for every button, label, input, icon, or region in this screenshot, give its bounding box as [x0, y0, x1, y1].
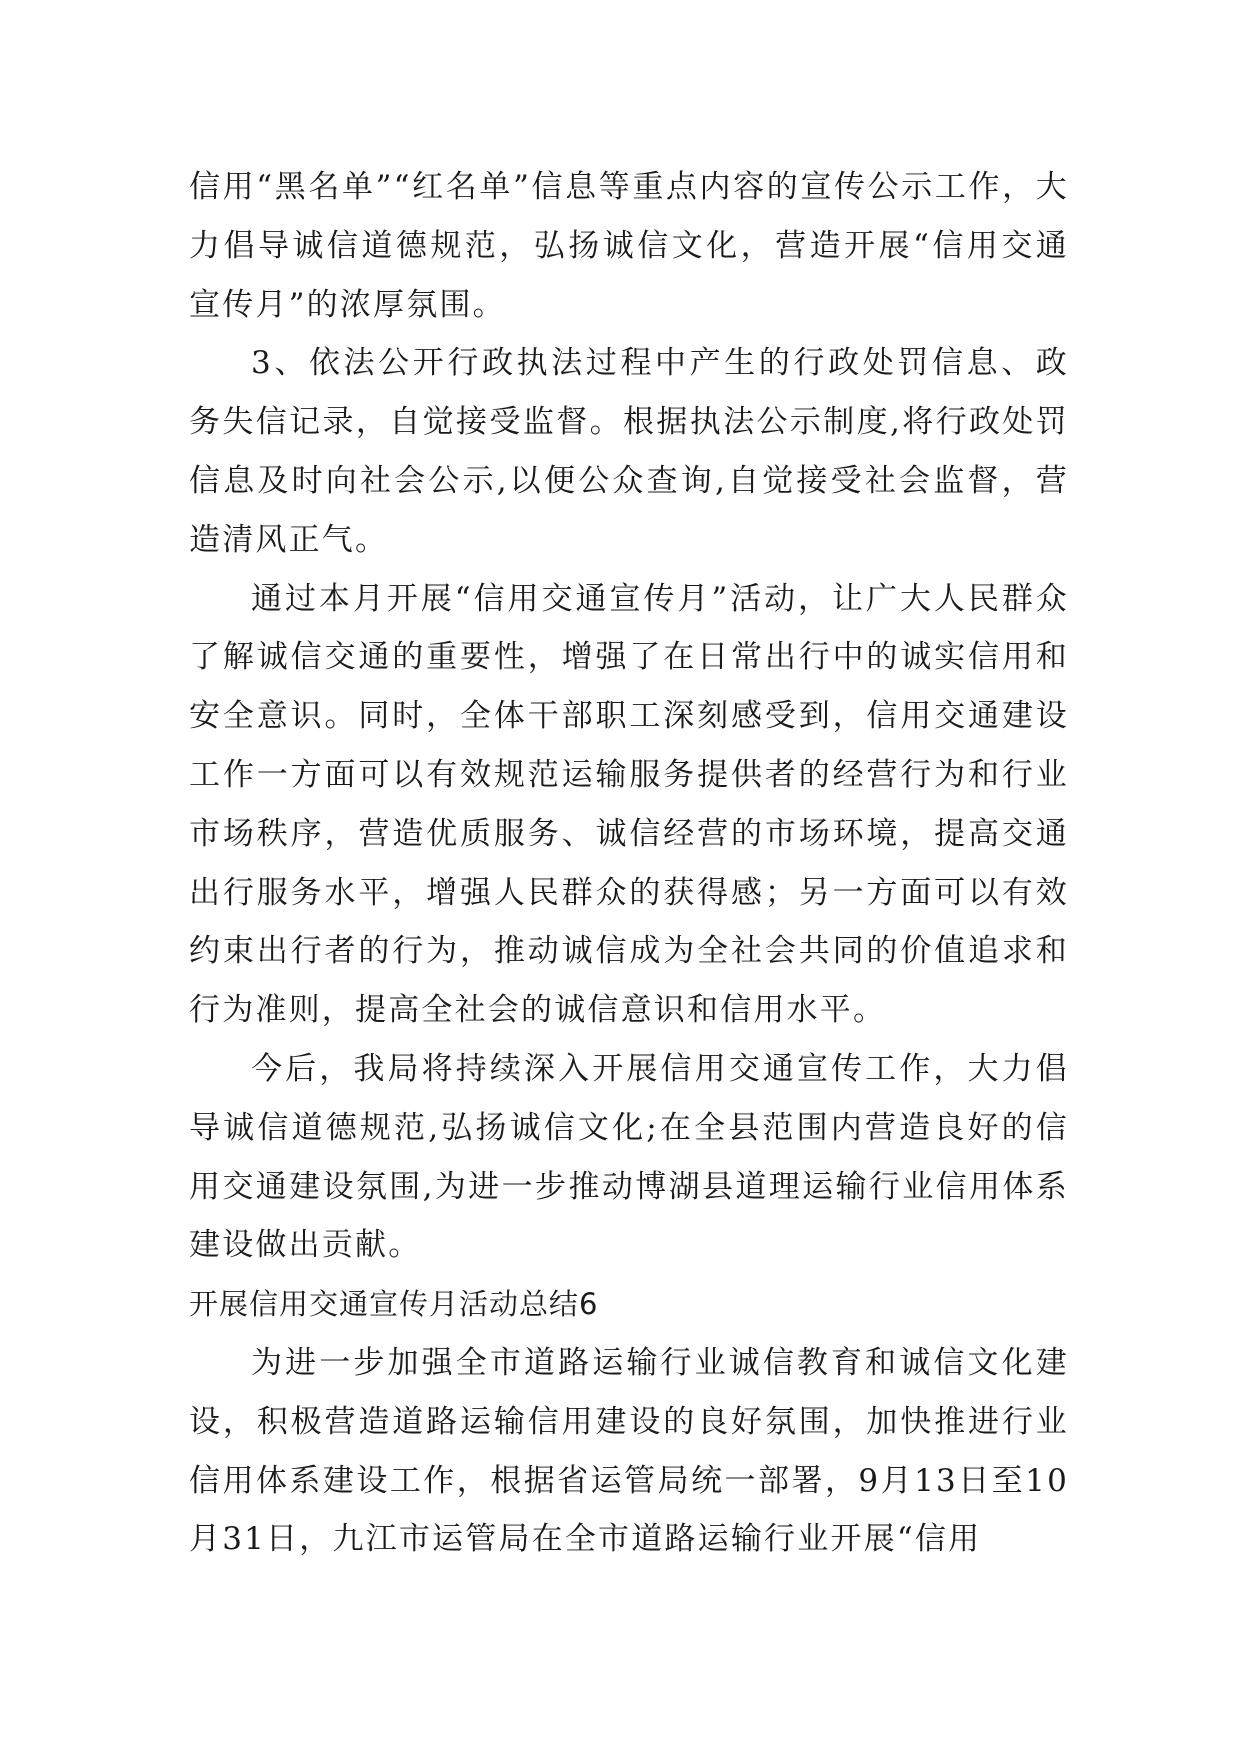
paragraph-activity-results: 通过本月开展“信用交通宣传月”活动，让广大人民群众了解诚信交通的重要性，增强了在日常出行中的诚实信用和安全意识。同时，全体干部职工深刻感受到，信用交通建设工作一方面可以有效规范运输服务提供者的经营行为和行业市场秩序，营造优质服务、诚信经营的市场环境，提高交通出行服务水平，增强人民群众的获得感；另一方面可以有效约束出行者的行为，推动诚信成为全社会共同的价值追求和行为准则，提高全社会的诚信意识和信用水平。 [189, 580, 1069, 1029]
section-heading: 开展信用交通宣传月活动总结6 [189, 1287, 599, 1322]
paragraph-credit-lists: 信用“黑名单”“红名单”信息等重点内容的宣传公示工作，大力倡导诚信道德规范，弘扬诚信文化，营造开展“信用交通宣传月”的浓厚氛围。 [189, 169, 1069, 323]
paragraph-future-plans: 今后，我局将持续深入开展信用交通宣传工作，大力倡导诚信道德规范,弘扬诚信文化;在全县范围内营造良好的信用交通建设氛围,为进一步推动博湖县道理运输行业信用体系建设做出贡献。 [189, 1050, 1069, 1264]
paragraph-penalty-disclosure: 3、依法公开行政执法过程中产生的行政处罚信息、政务失信记录，自觉接受监督。根据执法公示制度,将行政处罚信息及时向社会公示,以便公众查询,自觉接受社会监督，营造清风正气。 [189, 345, 1069, 558]
document-body [189, 158, 1069, 1569]
paragraph-jiujiang-intro: 为进一步加强全市道路运输行业诚信教育和诚信文化建设，积极营造道路运输信用建设的良好氛围，加快推进行业信用体系建设工作，根据省运管局统一部署，9月13日至10月31日，九江市运管局在全市道路运输行业开展“信用 [189, 1344, 1069, 1558]
